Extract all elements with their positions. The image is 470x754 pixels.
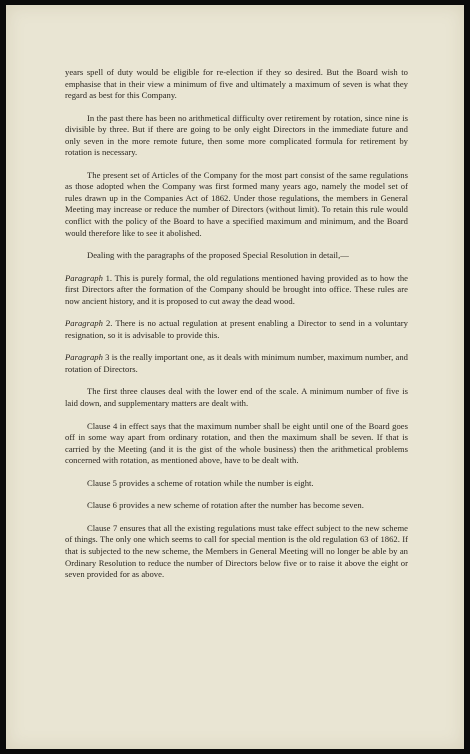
paragraph-1-label: Paragraph bbox=[65, 272, 103, 283]
paragraph-1 bbox=[65, 273, 408, 308]
paragraph-rotation-difficulty: In the past there has been no arithmetical difficulty over retirement by rotation, since nine is divisible by three. But if there are going to be only eight Directors in the immediate future and only seven in the more remote future, then some more complicated formula for retirement by rotation is necessary. bbox=[65, 112, 408, 158]
paragraph-clause-4: Clause 4 in effect says that the maximum number shall be eight until one of the Board goes off in some way apart from ordinary rotation, and then the maximum shall be seven. If that is carried by the Meeting (and it is the gist of the whole business) then the arithmetical problems concerned with rotation, as mentioned above, have to be dealt with. bbox=[65, 420, 408, 466]
paragraph-2-text: 2. There is no actual regulation at present enabling a Director to send in a voluntary resignation, so it is advisable to provide this. bbox=[65, 318, 408, 340]
paragraph-3-text: 3 is the really important one, as it deals with minimum number, maximum number, and rotation of Directors. bbox=[65, 352, 408, 374]
paragraph-2 bbox=[65, 318, 408, 341]
paragraph-dealing-intro: Dealing with the paragraphs of the proposed Special Resolution in detail,— bbox=[87, 250, 349, 261]
paragraph-2-label: Paragraph bbox=[65, 318, 103, 329]
paragraph-articles-history: The present set of Articles of the Company for the most part consist of the same regulations as those adopted when the Company was first formed many years ago, namely the model set of rules drawn up in the Companies Act of 1862. Under those regulations, the members in General Meeting may increase or reduce the number of Directors (without limit). To retain this rule would conflict with the policy of the Board to have a specified maximum and minimum, and the Board would therefore like to see it abolished. bbox=[65, 169, 408, 238]
document-body bbox=[65, 67, 408, 592]
paragraph-continuation: years spell of duty would be eligible for re-election if they so desired. But the Board wish to emphasise that in their view a minimum of five and ultimately a maximum of seven is what they regard as best for this Company. bbox=[65, 67, 408, 101]
paragraph-3 bbox=[65, 352, 408, 375]
document-page bbox=[6, 5, 464, 749]
paragraph-clause-6: Clause 6 provides a new scheme of rotation after the number has become seven. bbox=[87, 500, 364, 511]
paragraph-3-label: Paragraph bbox=[65, 352, 103, 363]
paragraph-clause-7: Clause 7 ensures that all the existing regulations must take effect subject to the new scheme of things. The only one which seems to call for special mention is the old regulation 63 of 1862. If that is subjected to the new scheme, the Members in General Meeting will no longer be able by an Ordinary Resolution to reduce the number of Directors below five or to raise it above the eight or seven provided for as above. bbox=[65, 522, 408, 580]
paragraph-first-three-clauses: The first three clauses deal with the lower end of the scale. A minimum number of five is laid down, and supplementary matters are dealt with. bbox=[65, 386, 408, 409]
paragraph-1-text: 1. This is purely formal, the old regulations mentioned having provided as to how the first Directors after the formation of the Company should be brought into office. These rules are now ancient history, and it is proposed to cut away the dead wood. bbox=[65, 272, 408, 306]
paragraph-clause-5: Clause 5 provides a scheme of rotation while the number is eight. bbox=[87, 477, 314, 488]
